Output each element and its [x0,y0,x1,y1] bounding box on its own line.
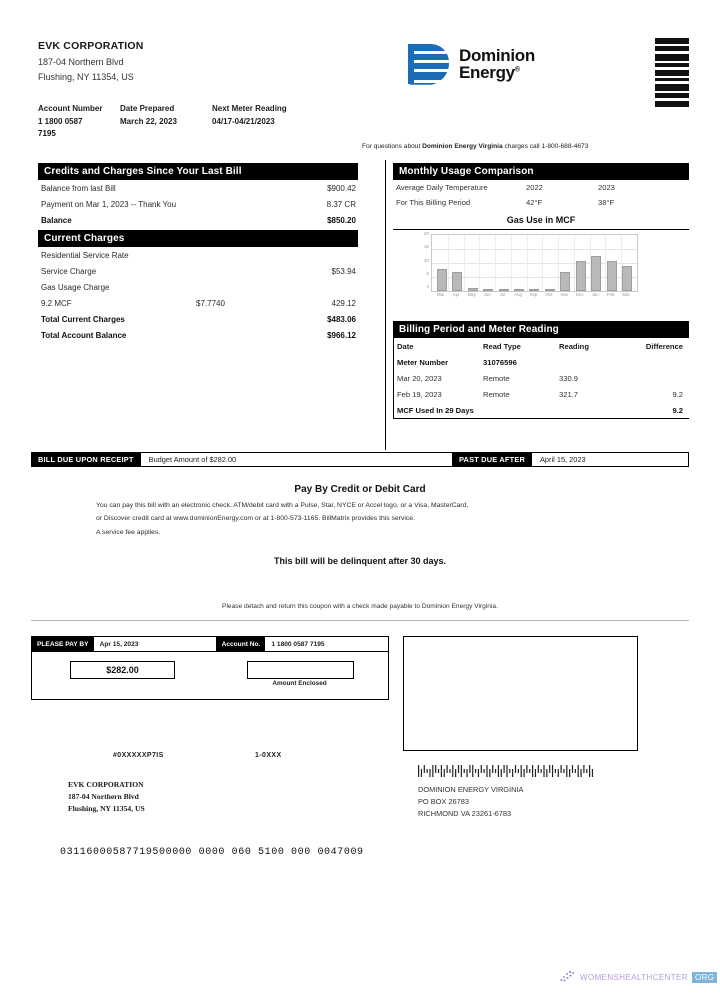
usage-temp-2023: 38°F [598,198,615,207]
credits-panel-title: Credits and Charges Since Your Last Bill [38,163,358,180]
table-row [38,279,358,295]
row-amount: 8.37 CR [326,199,356,209]
current-charges-panel-title: Current Charges [38,230,358,247]
table-row [38,212,358,228]
micr-scanline: 03116000587719500000 0000 060 5100 000 0047009 [60,847,364,858]
row-amount: $900.42 [327,183,356,193]
customer-address-block [38,40,368,87]
endorsement-code-right: 1-0XXX [255,752,282,759]
account-number-header: Account Number [38,104,103,113]
row-c1: Feb 19, 2023 [397,389,442,399]
next-meter-reading-value: 04/17-04/21/2023 [212,117,275,126]
chart-x-tick: Jan [591,292,599,297]
delinquent-notice: This bill will be delinquent after 30 days. [273,556,447,566]
row-amount: 429.12 [331,298,356,308]
bill-due-label: BILL DUE UPON RECEIPT [32,453,140,466]
billing-header-read-type: Read Type [483,341,521,351]
account-number-value: 1 1800 0587 [38,117,83,126]
row-label: Service Charge [41,266,97,276]
chart-x-tick: Mar [436,292,445,297]
table-row [394,354,689,370]
usage-row-2-label: For This Billing Period [396,198,471,207]
billing-header-difference: Difference [645,341,683,351]
chart-bar [483,289,493,291]
chart-bar [576,261,586,291]
row-label: 9.2 MCF [41,298,72,308]
chart-bar [437,269,447,291]
return-name: EVK CORPORATION [68,780,144,789]
chart-y-tick: 5 [426,271,429,277]
usage-year-2022: 2022 [526,183,543,192]
row-c1: Mar 20, 2023 [397,373,442,383]
table-row [394,370,689,386]
row-amount [282,283,356,292]
row-c2: Remote [483,373,510,383]
row-c1: Meter Number [397,357,449,367]
billing-period-panel [393,321,689,419]
questions-note [362,143,692,150]
table-row [38,263,358,279]
coupon-body [32,652,388,700]
billing-header-date: Date [397,341,414,351]
table-row [38,247,358,263]
chart-x-tick: Aug [514,292,522,297]
watermark-text: WOMENSHEALTHCENTER [580,972,688,982]
chart-x-tick: May [467,292,476,297]
amount-enclosed-label: Amount Enclosed [272,680,327,687]
pay-line-2: or Discover credit card at www.dominionEnergy.com or at 1-800-573-1165. BillMatrix provides this service. [96,515,415,523]
past-due-label: PAST DUE AFTER [453,453,531,466]
row-label: Gas Usage Charge [41,282,110,292]
chart-x-tick: Jun [483,292,491,297]
row-label: Residential Service Rate [41,250,129,260]
chart-x-tick: Apr [452,292,460,297]
billing-header-reading: Reading [559,341,589,351]
dominion-swoosh-icon [404,42,450,86]
row-amount [282,251,356,260]
usage-value-row [393,195,689,210]
row-amount: $483.06 [327,314,356,324]
row-c3: 330.9 [559,373,579,383]
account-number-continuation: 7195 [38,129,56,138]
row-amount: $850.20 [327,215,356,225]
account-summary-table [38,104,368,138]
dots-icon [560,970,576,984]
chart-x-tick: Dec [575,292,584,297]
check-placement-box [403,636,638,751]
customer-address-line-1: 187-04 Northern Blvd [38,57,124,67]
row-c4: 9.2 [672,405,683,415]
amount-due-box: $282.00 [70,661,175,679]
dominion-energy-logo [404,42,535,86]
remit-name: DOMINION ENERGY VIRGINIA [418,785,524,794]
usage-header-row [393,180,689,195]
payment-coupon [31,636,389,700]
table-row [38,180,358,196]
chart-bar [499,289,509,291]
row-label: Balance from last Bill [41,183,116,193]
row-label: Total Current Charges [41,314,125,324]
column-divider [385,160,386,450]
table-row [38,196,358,212]
return-line-2: Flushing, NY 11354, US [68,803,145,813]
chart-bar [452,272,462,291]
table-row [38,311,358,327]
customer-address-line-2: Flushing, NY 11354, US [38,72,134,82]
remit-line-1: PO BOX 26783 [418,796,469,806]
chart-y-tick: 20 [423,231,429,236]
row-mid [196,251,282,260]
current-charges-rows [38,247,358,343]
row-amount: $53.94 [331,266,356,276]
chart-y-tick: 15 [423,244,429,250]
return-line-1: 187-04 Northern Blvd [68,791,139,801]
please-pay-by-value: Apr 15, 2023 [94,637,217,651]
endorsement-code-left: #0XXXXXP7IS [113,752,164,759]
chart-title: Gas Use in MCF [506,215,576,225]
usage-row-1-label: Average Daily Temperature [396,183,488,192]
row-c4: 9.2 [672,389,683,399]
intelligent-mail-barcode-icon [418,765,598,777]
billing-panel-title: Billing Period and Meter Reading [393,321,689,338]
remit-address-block [418,784,523,820]
pay-line-3: A service fee applies. [96,528,161,536]
usage-panel-title: Monthly Usage Comparison [393,163,689,180]
chart-bar [545,289,555,291]
row-c2: Remote [483,389,510,399]
questions-company: Dominion Energy Virginia [422,143,503,150]
table-row [38,295,358,311]
row-label: Payment on Mar 1, 2023 -- Thank You [41,199,177,209]
usage-comparison-panel [393,163,689,310]
row-c4 [625,374,683,383]
billing-table [393,338,689,419]
detach-note: Please detach and return this coupon with a check made payable to Dominion Energy Virginia. [222,603,498,610]
detach-rule [31,620,689,621]
table-row [38,327,358,343]
past-due-date-value: April 15, 2023 [531,453,688,466]
next-meter-reading-header: Next Meter Reading [212,104,287,113]
row-c3: 321.7 [559,389,579,399]
please-pay-by-label: PLEASE PAY BY [32,637,94,651]
pay-section-title: Pay By Credit or Debit Card [294,484,426,495]
table-row [394,386,689,402]
row-c2: 31076596 [483,357,517,367]
account-summary-value-row [38,117,368,126]
row-label: Total Account Balance [41,330,127,340]
watermark [560,970,717,984]
row-mid [196,267,282,276]
chart-x-tick: Jul [499,292,506,297]
chart-x-tick: Feb [606,292,615,297]
coupon-account-no-label: Account No. [217,637,266,651]
chart-bar [607,261,617,291]
budget-amount-value: Budget Amount of $282.00 [140,453,453,466]
row-c3 [559,358,625,367]
left-column [38,163,358,343]
chart-plot-area [431,234,638,292]
row-mid [196,331,282,340]
registered-mark-icon: ® [514,66,520,74]
questions-prefix: For questions about [362,143,423,150]
chart-bar [514,289,524,291]
chart-y-tick: 0 [426,284,429,290]
chart-x-tick: Mar [622,292,630,297]
questions-suffix: charges call 1-800-688-4673 [502,143,589,150]
customer-name: EVK CORPORATION [38,40,144,52]
row-c4 [625,358,683,367]
watermark-org: ORG [692,972,717,983]
logo-line-2-wrap [459,64,535,81]
chart-y-tick: 10 [423,257,429,263]
credits-rows [38,180,358,228]
pay-section-body [96,499,648,539]
chart-bar [529,289,539,291]
row-amount: $966.12 [327,330,356,340]
barcode-icon [655,38,689,104]
return-address-block [68,779,145,814]
row-label: Balance [41,215,72,225]
coupon-header [32,637,388,652]
usage-year-2023: 2023 [598,183,615,192]
logo-line-2: Energy [459,63,515,82]
chart-x-tick: Oct [545,292,553,297]
remit-line-2: RICHMOND VA 23261-6783 [418,808,512,818]
amount-enclosed-input[interactable] [247,661,354,679]
chart-x-tick: Nov [560,292,569,297]
account-summary-header-row [38,104,368,113]
row-mid: $7.7740 [196,298,225,308]
date-prepared-header: Date Prepared [120,104,175,113]
logo-line-1: Dominion [459,45,535,65]
coupon-account-no-value: 1 1800 0587 7195 [265,637,388,651]
chart-bar [622,266,632,291]
pay-line-1: You can pay this bill with an electronic check. ATM/debit card with a Pulse, Star, NYCE or Accel logo, or a Visa, MasterCard, [96,502,469,509]
chart-y-axis-labels [409,232,429,290]
row-mid [196,315,282,324]
row-c1: MCF Used In 29 Days [397,405,474,415]
chart-bar [468,288,478,291]
billing-header-row [394,338,689,354]
date-prepared-value: March 22, 2023 [120,117,177,126]
chart-x-axis-labels [433,292,634,297]
table-row [394,402,689,418]
chart-x-tick: Sep [529,292,538,297]
bill-due-bar [31,452,689,467]
chart-bar [591,256,601,291]
usage-temp-2022: 42°F [526,198,543,207]
dominion-logo-text [459,47,535,82]
gas-usage-bar-chart [393,230,689,310]
chart-bar [560,272,570,291]
row-mid [196,283,282,292]
